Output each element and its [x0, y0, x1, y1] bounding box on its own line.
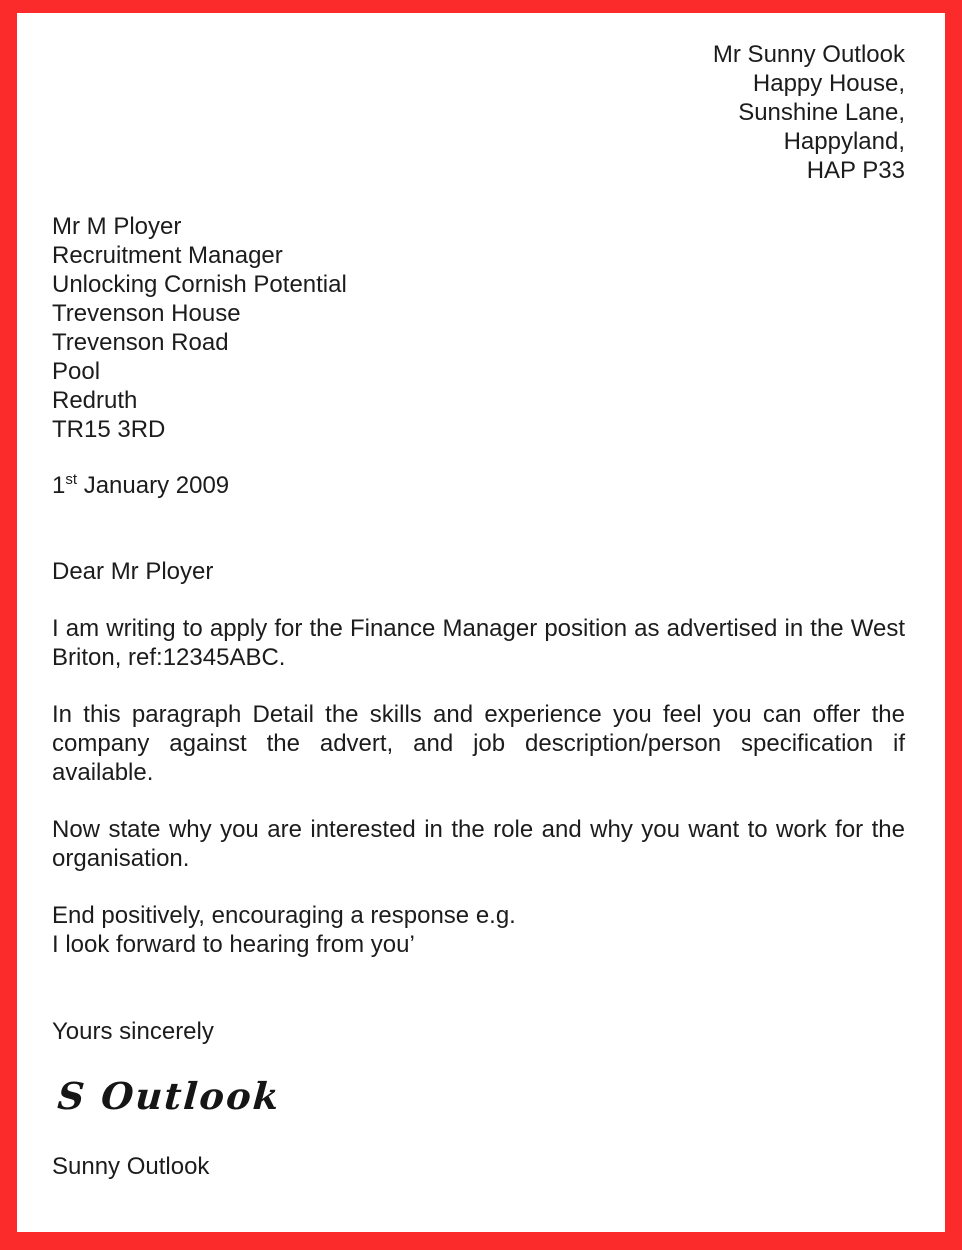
body-paragraph-3: Now state why you are interested in the role and why you want to work for the organisation.	[52, 816, 905, 872]
recipient-address-line: Unlocking Cornish Potential	[52, 271, 347, 298]
sender-address-line: HAP P33	[806, 157, 905, 184]
body-paragraph-4	[52, 901, 905, 959]
salutation: Dear Mr Ployer	[52, 558, 214, 585]
sender-address-block	[52, 40, 905, 185]
handwritten-signature: S Outlook	[56, 1074, 283, 1118]
recipient-address-line: TR15 3RD	[52, 416, 166, 443]
closing-phrase: Yours sincerely	[52, 1018, 214, 1045]
recipient-address-line: Pool	[52, 358, 101, 385]
recipient-address-line: Trevenson House	[52, 300, 241, 327]
body-paragraph-2: In this paragraph Detail the skills and experience you feel you can offer the company against the advert, and job description/person specification if available.	[52, 701, 905, 786]
date-day: 1	[52, 472, 66, 499]
letter-date	[52, 471, 905, 500]
recipient-address-block	[52, 212, 905, 444]
recipient-address-line: Recruitment Manager	[52, 242, 283, 269]
body-paragraph-4-line-2: I look forward to hearing from you’	[52, 931, 415, 958]
date-month-year: January 2009	[83, 472, 230, 499]
letter-content	[17, 13, 945, 1181]
sender-address-line: Sunshine Lane,	[738, 99, 905, 126]
signed-name: Sunny Outlook	[52, 1153, 210, 1180]
sender-address-line: Happyland,	[783, 128, 905, 155]
body-paragraph-4-line-1: End positively, encouraging a response e.g.	[52, 902, 516, 929]
body-paragraph-1: I am writing to apply for the Finance Manager position as advertised in the West Briton, ref:12345ABC.	[52, 615, 905, 671]
date-ordinal-suffix: st	[65, 471, 78, 488]
recipient-address-line: Trevenson Road	[52, 329, 229, 356]
sender-address-line: Mr Sunny Outlook	[712, 41, 905, 68]
recipient-address-line: Mr M Ployer	[52, 213, 182, 240]
sender-address-line: Happy House,	[752, 70, 905, 97]
recipient-address-line: Redruth	[52, 387, 138, 414]
